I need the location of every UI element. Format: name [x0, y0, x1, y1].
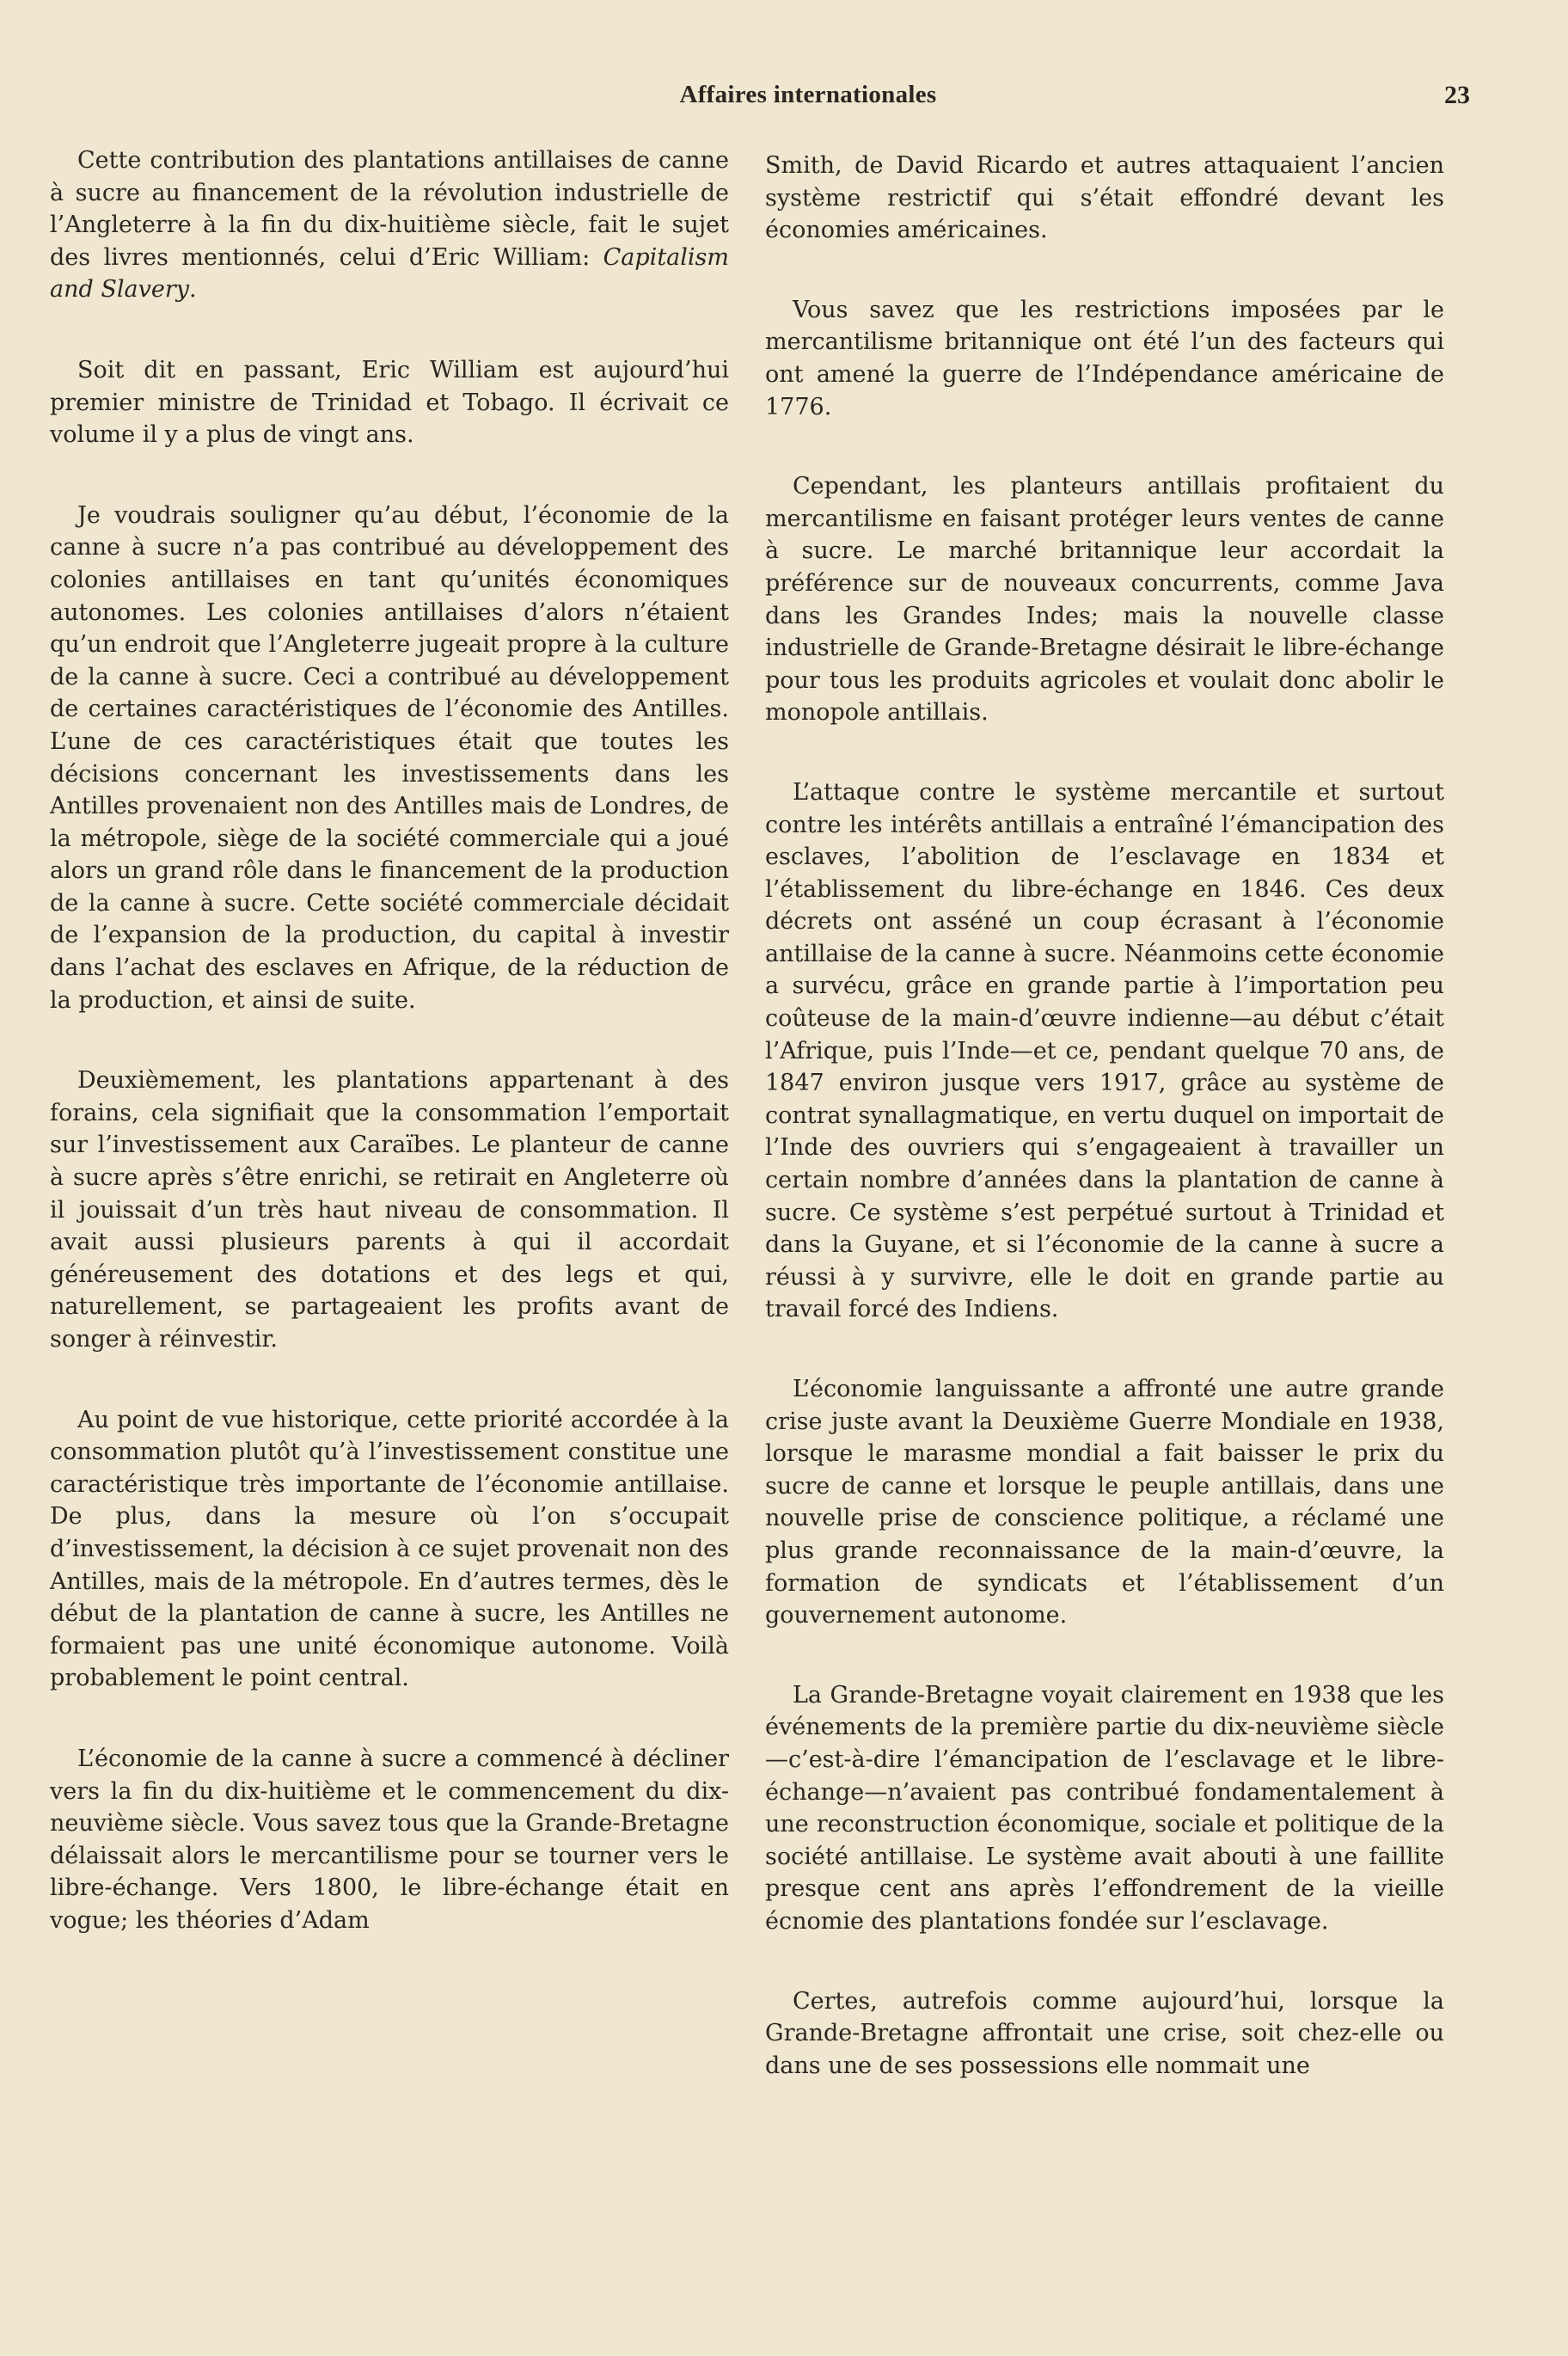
paragraph: L’économie languissante a affronté une autre grande crise juste avant la Deuxième Guerre Mondiale en 1938, lorsque le marasme mondial a fait baisser le prix du sucre de canne et lorsque le peuple antillais, dans une nouvelle prise de conscience politique, a réclamé une plus grande reconnaissance de la main-d’œuvre, la formation de syndicats et l’établissement d’un gouvernement autonome. — [765, 1376, 1444, 1629]
paragraph-tail: . — [188, 276, 197, 304]
left-column — [50, 144, 729, 1985]
page-number: 23 — [1444, 81, 1470, 109]
right-column — [765, 150, 1444, 2129]
running-header-title: Affaires internationales — [679, 81, 937, 108]
paragraph: Cependant, les planteurs antillais profitaient du mercantilisme en faisant protéger leurs ventes de canne à sucre. Le marché britannique leur accordait la préférence sur de nouveaux concurrents, comme Java dans les Grandes Indes; mais la nouvelle classe industrielle de Grande-Bretagne désirait le libre-échange pour tous les produits agricoles et voulait donc abolir le monopole antillais. — [765, 473, 1444, 727]
paragraph: Deuxièmement, les plantations appartenant à des forains, cela signifiait que la consommation l’emportait sur l’investissement aux Caraïbes. Le planteur de canne à sucre après s’être enrichi, se retirait en Angleterre où il jouissait d’un très haut niveau de consommation. Il avait aussi plusieurs parents à qui il accordait généreusement des dotations et des legs et qui, naturellement, se partageaient les profits avant de songer à réinvestir. — [50, 1067, 729, 1353]
book-title: Capitalism and Slavery — [50, 243, 729, 304]
paragraph: L’économie de la canne à sucre a commencé à décliner vers la fin du dix-huitième et le commencement du dix-neuvième siècle. Vous savez tous que la Grande-Bretagne délaissait alors le mercantilisme pour se tourner vers le libre-échange. Vers 1800, le libre-échange était en vogue; les théories d’Adam — [50, 1745, 729, 1934]
paragraph: Certes, autrefois comme aujourd’hui, lorsque la Grande-Bretagne affrontait une crise, soit chez-elle ou dans une de ses possessions elle nommait une — [765, 1987, 1444, 2079]
paragraph: Je voudrais souligner qu’au début, l’économie de la canne à sucre n’a pas contribué au développement des colonies antillaises en tant qu’unités économiques autonomes. Les colonies antillaises d’alors n’étaient qu’un endroit que l’Angleterre jugeait propre à la culture de la canne à sucre. Ceci a contribué au développement de certaines caractéristiques de l’économie des Antilles. L’une de ces caractéristiques était que toutes les décisions concernant les investissements dans les Antilles provenaient non des Antilles mais de Londres, de la métropole, siège de la société commerciale qui a joué alors un grand rôle dans le financement de la production de la canne à sucre. Cette société commerciale décidait de l’expansion de la production, du capital à investir dans l’achat des esclaves en Afrique, de la réduction de la production, et ainsi de suite. — [50, 501, 729, 1014]
paragraph: Soit dit en passant, Eric William est aujourd’hui premier ministre de Trinidad et Tobago. Il écrivait ce volume il y a plus de vingt ans. — [50, 356, 729, 449]
paragraph: L’attaque contre le système mercantile et surtout contre les intérêts antillais a entraîné l’émancipation des esclaves, l’abolition de l’esclavage en 1834 et l’établissement du libre-échange en 1846. Ces deux décrets ont asséné un coup écrasant à l’économie antillaise de la canne à sucre. Néanmoins cette économie a survécu, grâce en grande partie à l’importation peu coûteuse de la main-d’œuvre indienne—au début c’était l’Afrique, puis l’Inde—et ce, pendant quelque 70 ans, de 1847 environ jusque vers 1917, grâce au système de contrat synallagmatique, en vertu duquel on importait de l’Inde des ouvriers qui s’engageaient à travailler un certain nombre d’années dans la plantation de canne à sucre. Ce système s’est perpétué surtout à Trinidad et dans la Guyane, et si l’économie de la canne à sucre a réussi à y survivre, elle le doit en grande partie au travail forcé des Indiens. — [765, 778, 1444, 1323]
paragraph: Au point de vue historique, cette priorité accordée à la consommation plutôt qu’à l’investissement constitue une caractéristique très importante de l’économie antillaise. De plus, dans la mesure où l’on s’occupait d’investissement, la décision à ce sujet provenait non des Antilles, mais de la métropole. En d’autres termes, dès le début de la plantation de canne à sucre, les Antilles ne formaient pas une unité économique autonome. Voilà probablement le point central. — [50, 1406, 729, 1692]
paragraph-continued: Smith, de David Ricardo et autres attaquaient l’ancien système restrictif qui s’était effondré devant les économies américaines. — [765, 152, 1444, 244]
paragraph: La Grande-Bretagne voyait clairement en 1938 que les événements de la première partie du dix-neuvième siècle—c’est-à-dire l’émancipation de l’esclavage et le libre-échange—n’avaient pas contribué fondamentalement à une reconstruction économique, sociale et politique de la société antillaise. Le système avait abouti à une faillite presque cent ans après l’effondrement de la vieille écnomie des plantations fondée sur l’esclavage. — [765, 1681, 1444, 1935]
paragraph-text: Cette contribution des plantations antillaises de canne à sucre au financement de la révolution industrielle de l’Angleterre à la fin du dix-huitième siècle, fait le sujet des livres mentionnés, celui d’Eric William: — [50, 147, 729, 271]
paragraph: Vous savez que les restrictions imposées par le mercantilisme britannique ont été l’un des facteurs qui ont amené la guerre de l’Indépendance américaine de 1776. — [765, 296, 1444, 420]
paragraph — [50, 144, 729, 306]
